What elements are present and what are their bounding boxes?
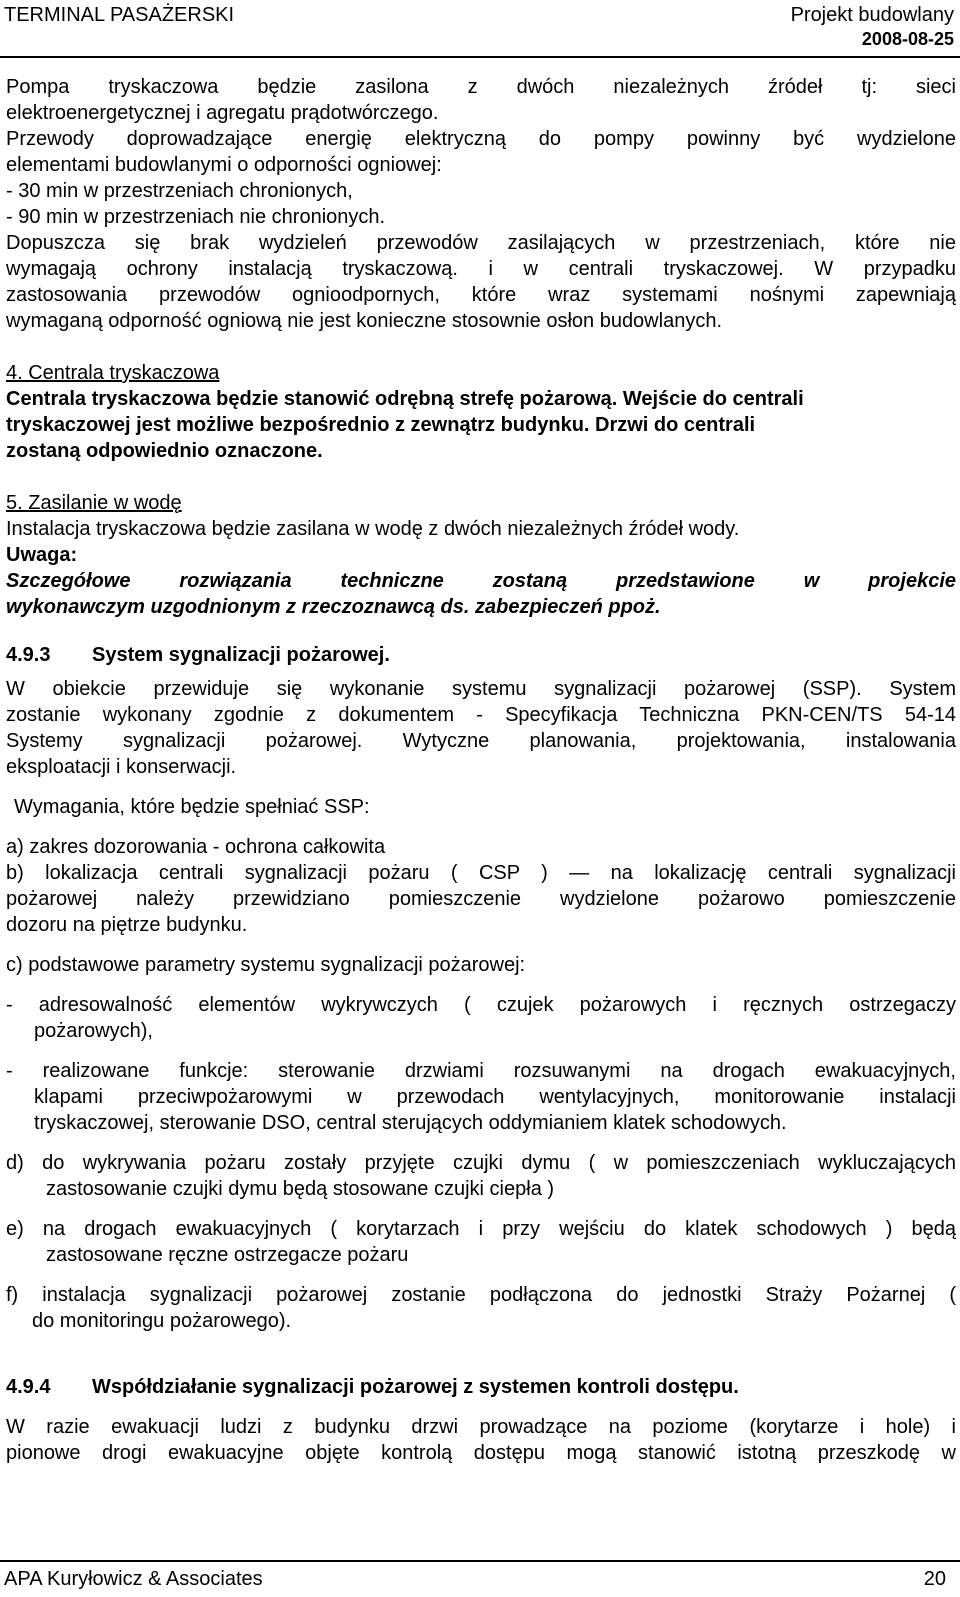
list-item-d: zastosowanie czujki dymu będą stosowane czujki ciepła ) bbox=[46, 1178, 555, 1200]
list-item-f: f) instalacja sygnalizacji pożarowej zostanie podłączona do jednostki Straży Pożarnej ( bbox=[6, 1284, 956, 1306]
page-footer bbox=[0, 1560, 960, 1597]
note-line: Szczegółowe rozwiązania techniczne zostaną przedstawione w projekcie bbox=[6, 570, 956, 592]
paragraph-line: Centrala tryskaczowa będzie stanowić odrębną strefę pożarową. Wejście do centrali bbox=[6, 388, 804, 410]
paragraph-line: elektroenergetycznej i agregatu prądotwórczego. bbox=[6, 102, 439, 124]
section-heading-zasilanie: 5. Zasilanie w wodę bbox=[6, 492, 182, 514]
paragraph-line: zastosowania przewodów ognioodpornych, które wraz systemami nośnymi zapewniają bbox=[6, 284, 956, 306]
page-number: 20 bbox=[923, 1568, 946, 1590]
paragraph-line: Przewody doprowadzające energię elektryczną do pompy powinny być wydzielone bbox=[6, 128, 956, 150]
note-line: wykonawczym uzgodnionym z rzeczoznawcą ds. zabezpieczeń ppoż. bbox=[6, 596, 661, 618]
paragraph-line: pionowe drogi ewakuacyjne objęte kontrolą dostępu mogą stanowić istotną przeszkodę w bbox=[6, 1442, 956, 1464]
list-item: - 30 min w przestrzeniach chronionych, bbox=[6, 180, 353, 202]
requirements-intro: Wymagania, które będzie spełniać SSP: bbox=[14, 796, 370, 818]
sub-list-item: - adresowalność elementów wykrywczych ( czujek pożarowych i ręcznych ostrzegaczy bbox=[6, 994, 956, 1016]
document-body bbox=[6, 74, 956, 1466]
list-item-c: c) podstawowe parametry systemu sygnalizacji pożarowej: bbox=[6, 954, 526, 976]
paragraph-line: wymagają ochrony instalacją tryskaczową. i w centrali tryskaczowej. W przypadku bbox=[6, 258, 956, 280]
list-item: - 90 min w przestrzeniach nie chronionych. bbox=[6, 206, 386, 228]
section-heading-centrala: 4. Centrala tryskaczowa bbox=[6, 362, 220, 384]
list-item-e: e) na drogach ewakuacyjnych ( korytarzach i przy wejściu do klatek schodowych ) będą bbox=[6, 1218, 956, 1240]
paragraph-line: zostaną odpowiednio oznaczone. bbox=[6, 440, 323, 462]
list-item-e: zastosowane ręczne ostrzegacze pożaru bbox=[46, 1244, 409, 1266]
sub-list-item: - realizowane funkcje: sterowanie drzwiami rozsuwanymi na drogach ewakuacyjnych, bbox=[6, 1060, 956, 1082]
list-item-f: do monitoringu pożarowego). bbox=[32, 1310, 292, 1332]
list-item-a: a) zakres dozorowania - ochrona całkowita bbox=[6, 836, 386, 858]
section-title: Współdziałanie sygnalizacji pożarowej z systemen kontroli dostępu. bbox=[92, 1376, 739, 1398]
paragraph-line: Systemy sygnalizacji pożarowej. Wytyczne planowania, projektowania, instalowania bbox=[6, 730, 956, 752]
paragraph-line: Dopuszcza się brak wydzieleń przewodów zasilających w przestrzeniach, które nie bbox=[6, 232, 956, 254]
section-heading-494 bbox=[6, 1374, 956, 1400]
paragraph-line: eksploatacji i konserwacji. bbox=[6, 756, 237, 778]
section-heading-493 bbox=[6, 642, 956, 668]
note-label: Uwaga: bbox=[6, 544, 78, 566]
paragraph-line: wymaganą odporność ogniową nie jest konieczne stosownie osłon budowlanych. bbox=[6, 310, 722, 332]
paragraph-line: W razie ewakuacji ludzi z budynku drzwi prowadzące na poziome (korytarze i hole) i bbox=[6, 1416, 956, 1438]
section-title: System sygnalizacji pożarowej. bbox=[92, 644, 390, 666]
list-item-b: pożarowej należy przewidziano pomieszczenie wydzielone pożarowo pomieszczenie bbox=[6, 888, 956, 910]
footer-company: APA Kuryłowicz & Associates bbox=[4, 1568, 263, 1590]
header-project-name: TERMINAL PASAŻERSKI bbox=[4, 4, 235, 26]
header-date: 2008-08-25 bbox=[861, 29, 954, 49]
paragraph-line: elementami budowlanymi o odporności ogniowej: bbox=[6, 154, 442, 176]
paragraph-line: W obiekcie przewiduje się wykonanie systemu sygnalizacji pożarowej (SSP). System bbox=[6, 678, 956, 700]
list-item-b: dozoru na piętrze budynku. bbox=[6, 914, 248, 936]
list-item-b: b) lokalizacja centrali sygnalizacji pożaru ( CSP ) — na lokalizację centrali sygnalizacji bbox=[6, 862, 956, 884]
list-item-d: d) do wykrywania pożaru zostały przyjęte czujki dymu ( w pomieszczeniach wykluczających bbox=[6, 1152, 956, 1174]
sub-list-item: klapami przeciwpożarowymi w przewodach wentylacyjnych, monitorowanie instalacji bbox=[34, 1086, 956, 1108]
section-number: 4.9.4 bbox=[6, 1376, 51, 1398]
paragraph-line: tryskaczowej jest możliwe bezpośrednio z zewnątrz budynku. Drzwi do centrali bbox=[6, 414, 756, 436]
paragraph-line: zostanie wykonany zgodnie z dokumentem - Specyfikacja Techniczna PKN-CEN/TS 54-14 bbox=[6, 704, 956, 726]
paragraph-line: Instalacja tryskaczowa będzie zasilana w wodę z dwóch niezależnych źródeł wody. bbox=[6, 518, 740, 540]
sub-list-item: tryskaczowej, sterowanie DSO, central sterujących oddymianiem klatek schodowych. bbox=[34, 1112, 787, 1134]
header-document-type: Projekt budowlany bbox=[790, 4, 954, 26]
sub-list-item: pożarowych), bbox=[34, 1020, 153, 1042]
page-header bbox=[0, 0, 960, 58]
section-number: 4.9.3 bbox=[6, 644, 51, 666]
paragraph-line: Pompa tryskaczowa będzie zasilona z dwóch niezależnych źródeł tj: sieci bbox=[6, 76, 956, 98]
